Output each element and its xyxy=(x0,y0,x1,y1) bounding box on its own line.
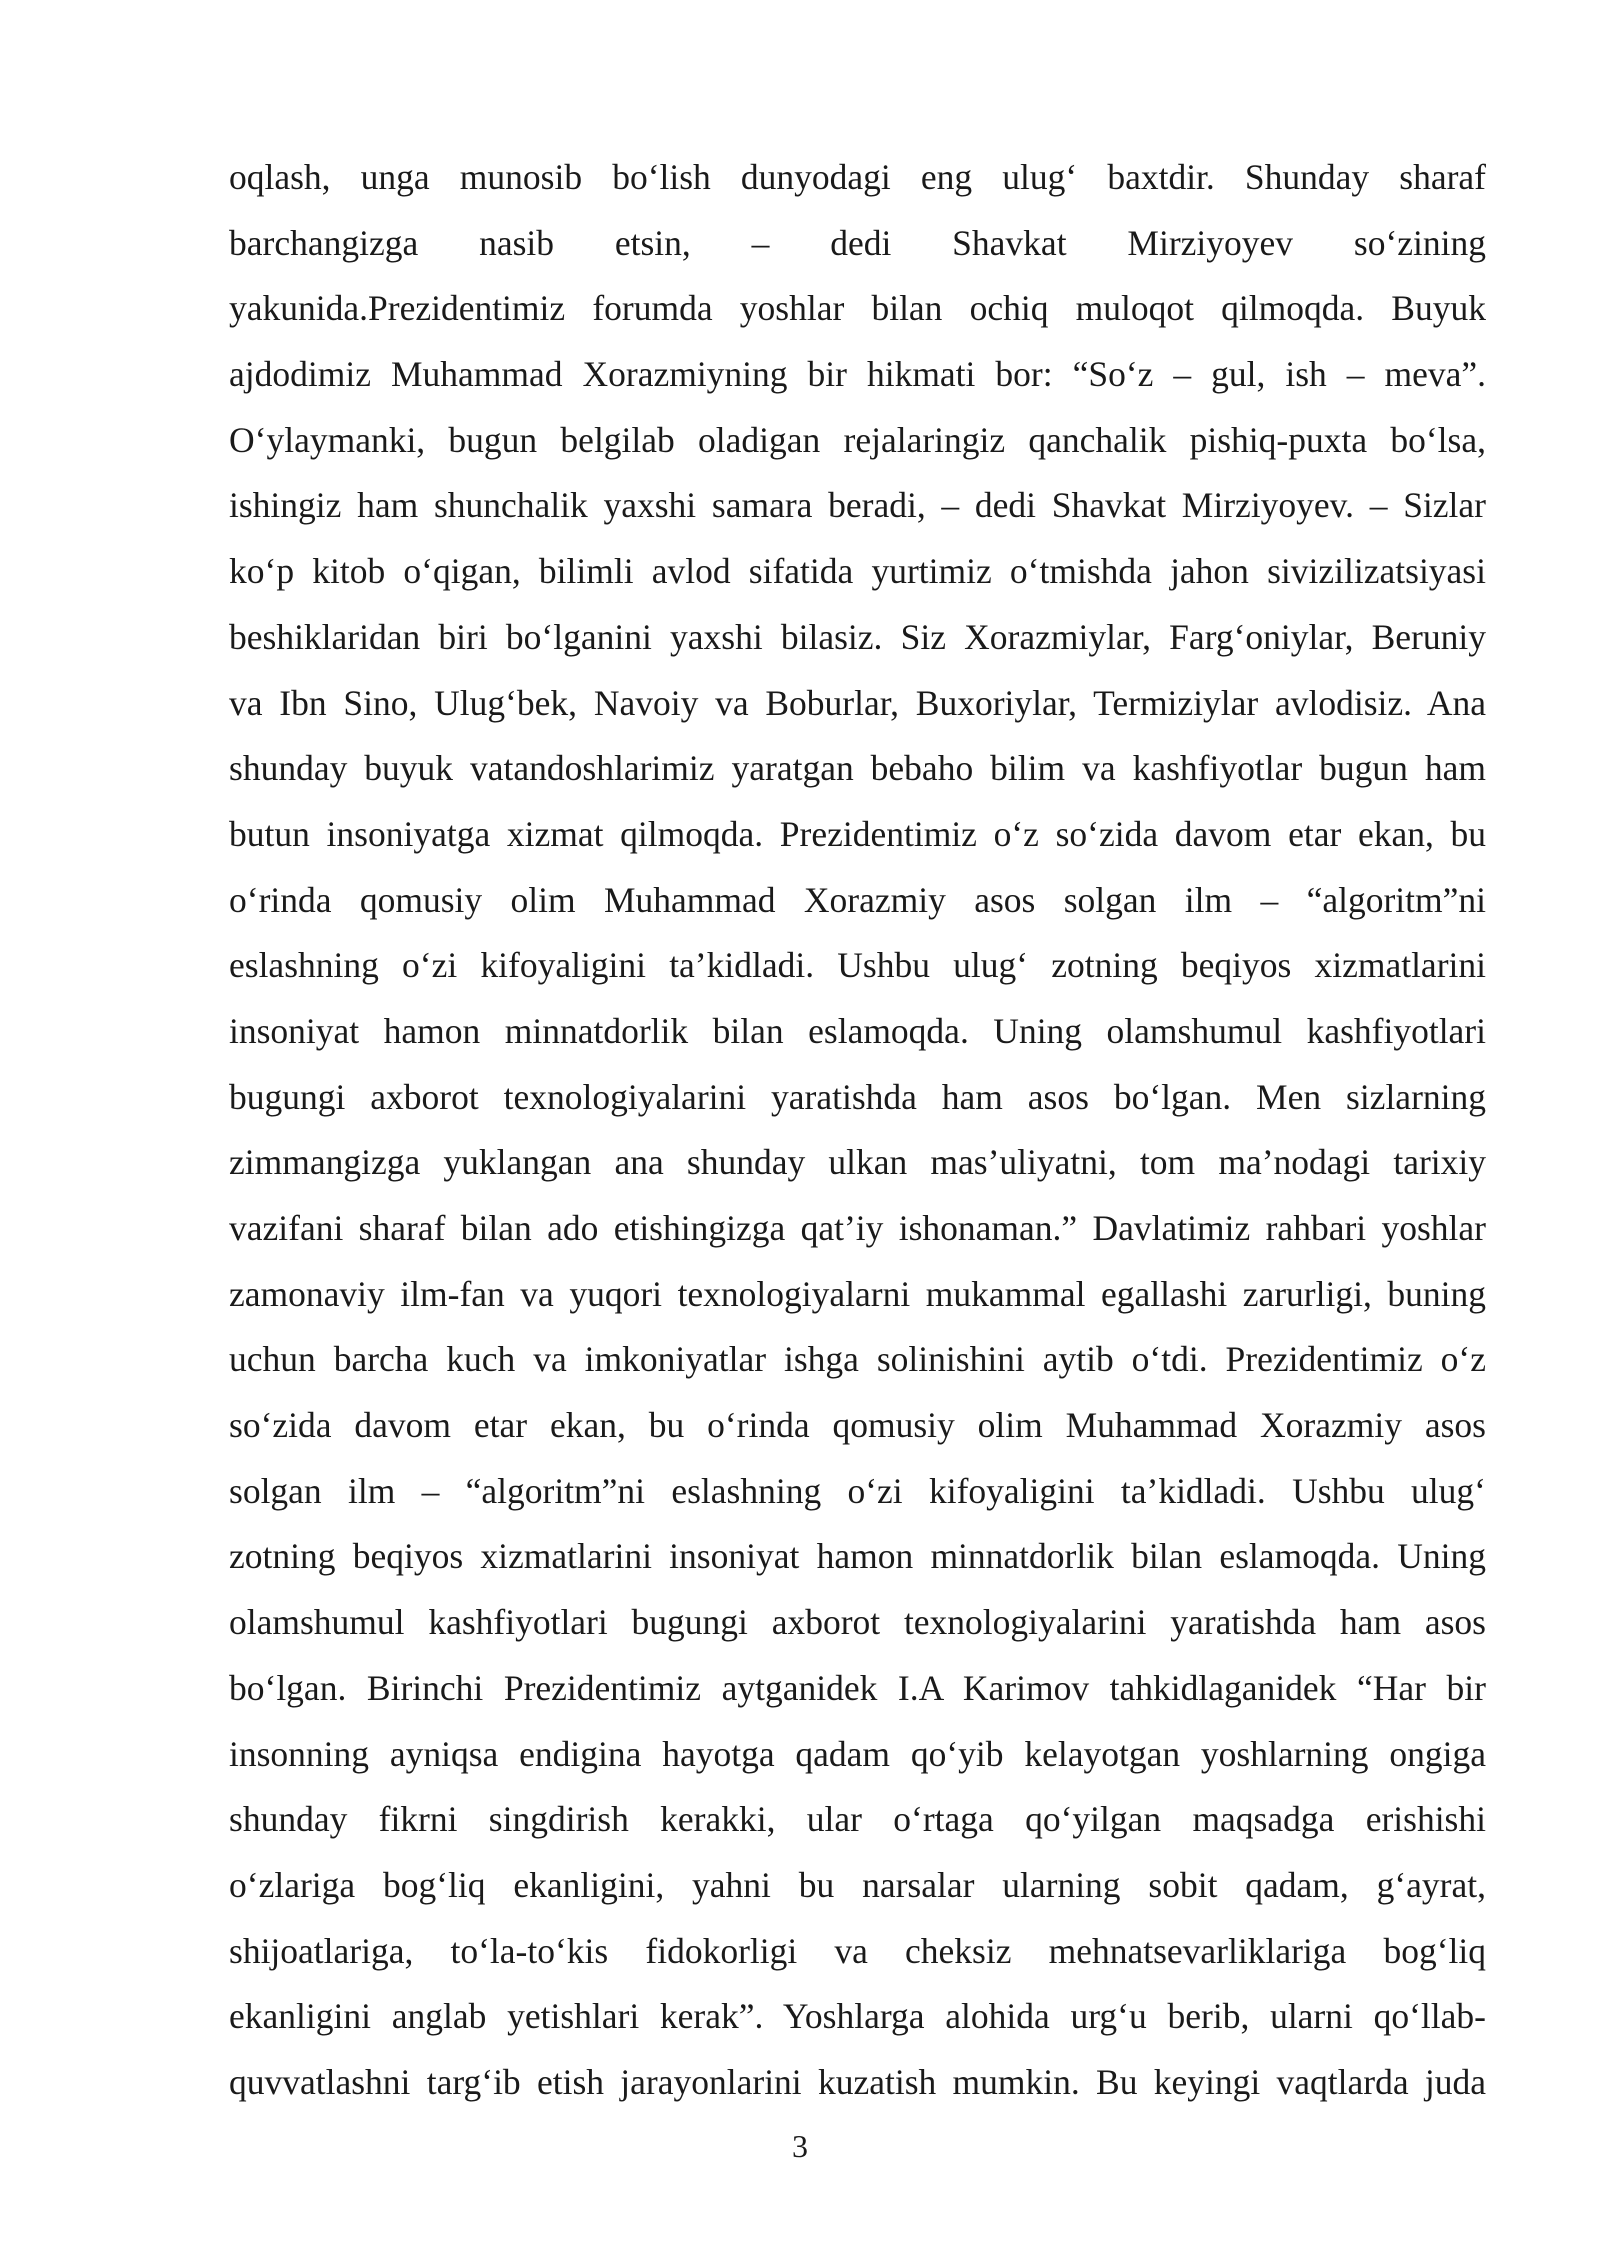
text-line: yakunida.Prezidentimiz forumda yoshlar bilan ochiq muloqot qilmoqda. Buyuk xyxy=(229,288,1486,329)
text-line: oqlash, unga munosib bo‘lish dunyodagi eng ulug‘ baxtdir. Shunday sharaf xyxy=(229,157,1486,197)
text-line: butun insoniyatga xizmat qilmoqda. Prezidentimiz o‘z so‘zida davom etar ekan, bu xyxy=(229,813,1486,854)
text-line: o‘zlariga bog‘liq ekanligini, yahni bu narsalar ularning sobit qadam, g‘ayrat, xyxy=(229,1864,1486,1905)
text-line: eslashning o‘zi kifoyaligini ta’kidladi. Ushbu ulug‘ zotning beqiyos xizmatlarini xyxy=(229,945,1486,986)
text-line: shunday buyuk vatandoshlarimiz yaratgan bebaho bilim va kashfiyotlar bugun ham xyxy=(229,748,1486,789)
page-number: 3 xyxy=(792,2128,808,2164)
text-line: zimmangizga yuklangan ana shunday ulkan mas’uliyatni, tom ma’nodagi tarixiy xyxy=(229,1142,1486,1183)
body-text xyxy=(229,145,1486,2116)
text-line: zamonaviy ilm-fan va yuqori texnologiyalarni mukammal egallashi zarurligi, buning xyxy=(229,1273,1486,1314)
text-line: vazifani sharaf bilan ado etishingizga qat’iy ishonaman.” Davlatimiz rahbari yoshlar xyxy=(229,1208,1486,1248)
text-line: zotning beqiyos xizmatlarini insoniyat hamon minnatdorlik bilan eslamoqda. Uning xyxy=(229,1536,1486,1577)
text-line: va Ibn Sino, Ulug‘bek, Navoiy va Boburlar, Buxoriylar, Termiziylar avlodisiz. Ana xyxy=(229,682,1486,723)
text-line: beshiklaridan biri bo‘lganini yaxshi bilasiz. Siz Xorazmiylar, Farg‘oniylar, Beruniy xyxy=(229,616,1486,657)
text-line: quvvatlashni targ‘ib etish jarayonlarini kuzatish mumkin. Bu keyingi vaqtlarda juda xyxy=(229,2061,1486,2102)
text-line: bo‘lgan. Birinchi Prezidentimiz aytganidek I.A Karimov tahkidlaganidek “Har bir xyxy=(229,1667,1486,1708)
text-line: insoniyat hamon minnatdorlik bilan eslamoqda. Uning olamshumul kashfiyotlari xyxy=(229,1010,1486,1051)
text-line: so‘zida davom etar ekan, bu o‘rinda qomusiy olim Muhammad Xorazmiy asos xyxy=(229,1405,1486,1446)
text-line: O‘ylaymanki, bugun belgilab oladigan rejalaringiz qanchalik pishiq-puxta bo‘lsa, xyxy=(229,419,1486,460)
text-line: ko‘p kitob o‘qigan, bilimli avlod sifatida yurtimiz o‘tmishda jahon sivizilizatsiyasi xyxy=(229,551,1486,592)
text-line: barchangizga nasib etsin, – dedi Shavkat Mirziyoyev so‘zining xyxy=(229,222,1486,263)
text-line: ajdodimiz Muhammad Xorazmiyning bir hikmati bor: “So‘z – gul, ish – meva”. xyxy=(229,354,1486,395)
text-line: uchun barcha kuch va imkoniyatlar ishga solinishini aytib o‘tdi. Prezidentimiz o‘z xyxy=(229,1339,1486,1380)
text-line: shijoatlariga, to‘la-to‘kis fidokorligi va cheksiz mehnatsevarliklariga bog‘liq xyxy=(229,1930,1486,1971)
text-line: ekanligini anglab yetishlari kerak”. Yoshlarga alohida urg‘u berib, ularni qo‘llab- xyxy=(229,1996,1486,2037)
text-line: bugungi axborot texnologiyalarini yaratishda ham asos bo‘lgan. Men sizlarning xyxy=(229,1076,1486,1117)
text-line: insonning ayniqsa endigina hayotga qadam qo‘yib kelayotgan yoshlarning ongiga xyxy=(229,1733,1486,1774)
text-line: olamshumul kashfiyotlari bugungi axborot texnologiyalarini yaratishda ham asos xyxy=(229,1602,1486,1643)
text-line: ishingiz ham shunchalik yaxshi samara beradi, – dedi Shavkat Mirziyoyev. – Sizlar xyxy=(229,485,1486,526)
text-line: solgan ilm – “algoritm”ni eslashning o‘zi kifoyaligini ta’kidladi. Ushbu ulug‘ xyxy=(229,1470,1486,1511)
text-line: shunday fikrni singdirish kerakki, ular o‘rtaga qo‘yilgan maqsadga erishishi xyxy=(229,1799,1486,1840)
text-line: o‘rinda qomusiy olim Muhammad Xorazmiy asos solgan ilm – “algoritm”ni xyxy=(229,879,1486,920)
